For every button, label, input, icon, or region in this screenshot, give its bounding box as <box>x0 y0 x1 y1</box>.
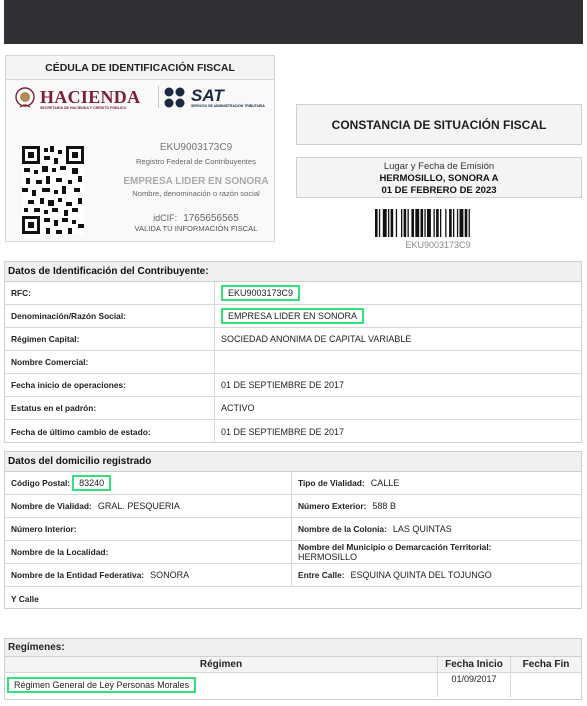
rfc-value: EKU9003173C9 <box>221 285 300 301</box>
num-int-label: Número Interior: <box>11 524 77 534</box>
fecha-inicio-value: 01 DE SEPTIEMBRE DE 2017 <box>221 380 345 390</box>
domicilio-title: Datos del domicilio registrado <box>5 452 581 472</box>
row-regimen-capital <box>5 328 581 351</box>
col-fecha-fin: Fecha Fin <box>522 659 570 670</box>
barcode-bar <box>436 209 439 237</box>
barcode-bar <box>375 209 378 237</box>
hacienda-wordmark: HACIENDA <box>40 87 141 107</box>
table-row <box>5 673 581 697</box>
barcode-bar <box>427 209 431 237</box>
domicilio-row-4 <box>5 541 581 564</box>
regimenes-section <box>4 638 582 700</box>
col-fecha-inicio: Fecha Inicio <box>438 657 511 672</box>
barcode-bar <box>449 209 452 237</box>
y-calle-label: Y Calle <box>11 593 39 604</box>
colonia-cell <box>292 518 581 540</box>
regimen-cell <box>5 673 438 697</box>
row-nombre-comercial <box>5 351 581 374</box>
barcode-bar <box>415 209 419 237</box>
barcode-bar <box>445 209 446 237</box>
barcode-bar <box>453 209 454 237</box>
localidad-label: Nombre de la Localidad: <box>11 547 109 557</box>
nombre-vialidad-label: Nombre de Vialidad: <box>11 501 92 511</box>
colonia-label: Nombre de la Colonia: <box>298 524 387 534</box>
rfc-value-cell <box>215 282 581 304</box>
cedula-rfc: EKU9003173C9 <box>159 142 233 153</box>
regimen-capital-label: Régimen Capital: <box>5 328 215 350</box>
tipo-vialidad-label: Tipo de Vialidad: <box>298 478 365 488</box>
domicilio-row-1 <box>5 472 581 495</box>
idcif-label: idCIF: <box>153 213 178 223</box>
barcode-bar <box>469 209 470 237</box>
y-calle-cell <box>5 587 581 610</box>
barcode-bar <box>383 209 387 237</box>
entre-calle-label: Entre Calle: <box>298 570 345 580</box>
entidad-label: Nombre de la Entidad Federativa: <box>11 570 145 580</box>
cedula-card <box>5 55 275 242</box>
municipio-cell <box>292 541 581 563</box>
cedula-body <box>6 80 274 241</box>
nombre-vialidad-cell <box>5 495 292 517</box>
barcode-bar <box>401 209 402 237</box>
cedula-title: CÉDULA DE IDENTIFICACIÓN FISCAL <box>6 56 274 80</box>
col-regimen: Régimen <box>5 657 438 672</box>
row-estatus <box>5 397 581 420</box>
emision-label: Lugar y Fecha de Emisión <box>383 161 495 172</box>
barcode-icon <box>375 209 501 237</box>
municipio-label: Nombre del Municipio o Demarcación Territorial: <box>298 542 492 552</box>
row-fecha-inicio <box>5 374 581 397</box>
emision-place: HERMOSILLO, SONORA A <box>379 173 499 184</box>
barcode-text: EKU9003173C9 <box>405 240 471 250</box>
identificacion-title: Datos de Identificación del Contribuyente: <box>5 262 581 282</box>
razon-social-value: EMPRESA LIDER EN SONORA <box>221 308 364 324</box>
idcif-value: 1765656565 <box>183 213 239 224</box>
qr-code-icon <box>22 146 84 234</box>
ultimo-cambio-value: 01 DE SEPTIEMBRE DE 2017 <box>221 426 345 437</box>
barcode-bar <box>465 209 468 237</box>
barcode-bar <box>388 209 389 237</box>
num-ext-value: 588 B <box>372 501 396 511</box>
localidad-cell <box>5 541 292 563</box>
regimenes-title: Regímenes: <box>5 639 581 657</box>
hacienda-seal-icon <box>14 86 36 110</box>
fecha-fin-cell <box>511 673 581 697</box>
sat-wordmark: SAT <box>191 86 224 105</box>
domicilio-row-3 <box>5 518 581 541</box>
cedula-name-label: Nombre, denominación o razón social <box>132 189 260 198</box>
constancia-title: CONSTANCIA DE SITUACIÓN FISCAL <box>296 104 582 145</box>
regimen-capital-value: SOCIEDAD ANONIMA DE CAPITAL VARIABLE <box>221 334 412 344</box>
regimenes-header-row <box>5 657 581 673</box>
fecha-inicio-label: Fecha inicio de operaciones: <box>5 374 215 396</box>
num-int-cell <box>5 518 292 540</box>
barcode-bar <box>404 209 407 237</box>
entre-calle-cell <box>292 564 581 586</box>
cedula-idcif <box>118 213 274 224</box>
domicilio-row-2 <box>5 495 581 518</box>
barcode-bar <box>396 209 397 237</box>
ultimo-cambio-label: Fecha de último cambio de estado: <box>5 420 215 443</box>
barcode-bar <box>434 209 435 237</box>
razon-social-value-cell <box>215 305 581 327</box>
sat-subtitle: SERVICIO DE ADMINISTRACIÓN TRIBUTARIA <box>191 104 265 108</box>
cp-label: Código Postal: <box>11 478 71 488</box>
barcode-bar <box>460 209 464 237</box>
top-bar <box>4 0 583 44</box>
cedula-info <box>118 142 274 234</box>
emision-date: 01 DE FEBRERO DE 2023 <box>381 185 497 196</box>
sat-mark-icon <box>163 86 187 110</box>
nombre-vialidad-value: GRAL. PESQUERIA <box>97 501 180 511</box>
barcode-bar <box>411 209 414 237</box>
barcode-bar <box>391 209 394 237</box>
municipio-value: HERMOSILLO <box>298 552 358 562</box>
entidad-value: SONORA <box>150 570 190 580</box>
cedula-valida: VALIDA TU INFORMACIÓN FISCAL <box>134 224 258 233</box>
fecha-inicio-value-regimen: 01/09/2017 <box>451 674 497 684</box>
entidad-cell <box>5 564 292 586</box>
rfc-label: RFC: <box>5 282 215 304</box>
entre-calle-value: ESQUINA QUINTA DEL TOJUNGO <box>350 570 492 580</box>
row-ultimo-cambio <box>5 420 581 443</box>
cedula-name: EMPRESA LIDER EN SONORA <box>123 176 269 187</box>
row-rfc <box>5 282 581 305</box>
domicilio-section <box>4 451 582 609</box>
domicilio-row-5 <box>5 564 581 587</box>
barcode-bar <box>379 209 380 237</box>
cp-value: 83240 <box>72 475 111 491</box>
num-ext-cell <box>292 495 581 517</box>
barcode-bar <box>408 209 409 237</box>
fecha-inicio-cell <box>438 673 511 697</box>
barcode-bar <box>421 209 424 237</box>
row-razon-social <box>5 305 581 328</box>
barcode-bar <box>440 209 441 237</box>
domicilio-row-6 <box>5 587 581 610</box>
logo-divider <box>158 86 159 108</box>
estatus-value: ACTIVO <box>221 403 255 413</box>
tipo-vialidad-cell <box>292 472 581 494</box>
lugar-fecha-emision <box>296 157 582 198</box>
nombre-comercial-value <box>215 351 581 373</box>
sat-logo <box>163 84 271 112</box>
cedula-rfc-label: Registro Federal de Contribuyentes <box>136 157 256 166</box>
num-ext-label: Número Exterior: <box>298 501 367 511</box>
colonia-value: LAS QUINTAS <box>392 524 452 534</box>
estatus-label: Estatus en el padrón: <box>5 397 215 419</box>
identificacion-section <box>4 261 582 443</box>
hacienda-subtitle: SECRETARÍA DE HACIENDA Y CRÉDITO PÚBLICO <box>40 106 127 110</box>
barcode-bar <box>424 209 425 237</box>
barcode-bar <box>457 209 458 237</box>
hacienda-logo <box>14 86 154 112</box>
razon-social-label: Denominación/Razón Social: <box>5 305 215 327</box>
nombre-comercial-label: Nombre Comercial: <box>5 351 215 373</box>
tipo-vialidad-value: CALLE <box>370 478 400 488</box>
cp-cell <box>5 472 292 494</box>
regimen-value: Régimen General de Ley Personas Morales <box>7 677 196 693</box>
